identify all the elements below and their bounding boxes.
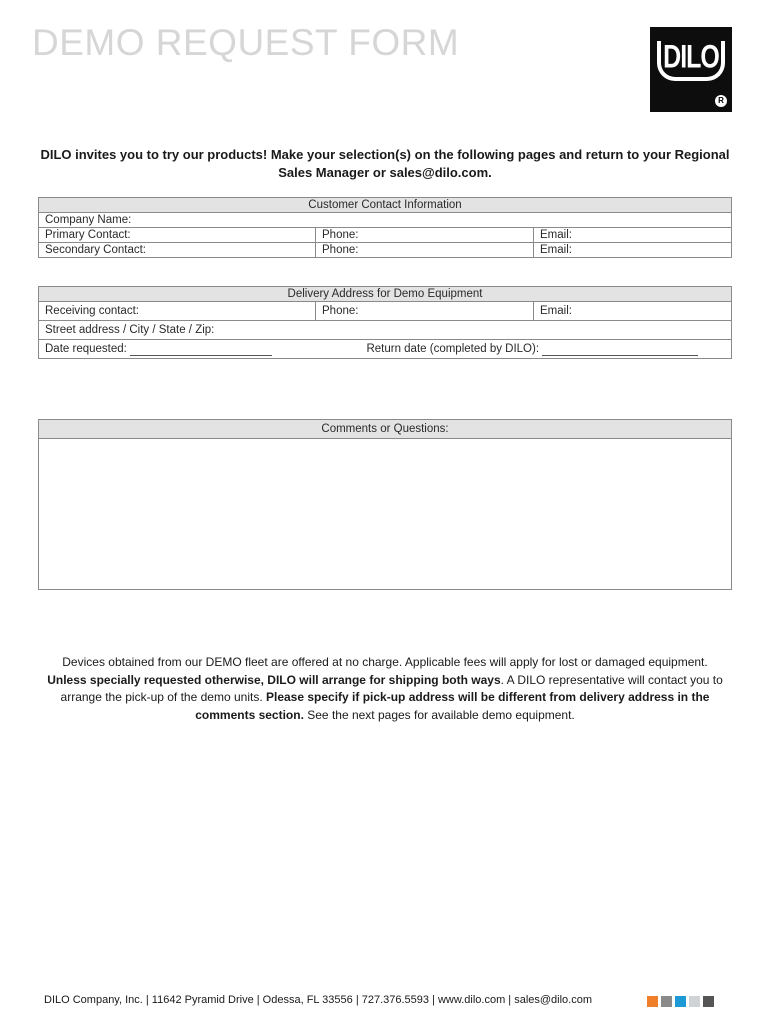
customer-contact-heading: Customer Contact Information (39, 198, 732, 213)
primary-email-field[interactable]: Email: (534, 228, 732, 243)
dates-row (39, 340, 732, 359)
delivery-address-table (38, 286, 732, 359)
receiving-contact-field[interactable]: Receiving contact: (39, 302, 316, 321)
brand-color-swatches (647, 996, 714, 1007)
secondary-phone-field[interactable]: Phone: (316, 243, 534, 258)
comments-input[interactable] (39, 439, 731, 589)
shipping-notice (44, 654, 726, 724)
receiving-phone-field[interactable]: Phone: (316, 302, 534, 321)
logo-text: DILO (663, 38, 719, 76)
notice-text-1: Devices obtained from our DEMO fleet are offered at no charge. Applicable fees will apply for lost or damaged equipment. (62, 655, 708, 669)
date-requested-input[interactable] (130, 345, 272, 356)
comments-box (38, 419, 732, 590)
secondary-contact-field[interactable]: Secondary Contact: (39, 243, 316, 258)
receiving-email-field[interactable]: Email: (534, 302, 732, 321)
page-title: DEMO REQUEST FORM (32, 22, 460, 63)
footer-contact: DILO Company, Inc. | 11642 Pyramid Drive | Odessa, FL 33556 | 727.376.5593 | www.dilo.com | sales@dilo.com (44, 994, 593, 1006)
notice-text-2: . A DILO representative will contact you to arrange the pick-up of the demo units. (60, 672, 723, 704)
customer-contact-table (38, 197, 732, 258)
swatch (689, 996, 700, 1007)
intro-text: DILO invites you to try our products! Make your selection(s) on the following pages and return to your Regional Sales Manager or sales@dilo.com. (40, 147, 730, 180)
company-name-field[interactable]: Company Name: (39, 213, 732, 228)
registered-mark-icon: R (715, 95, 727, 107)
date-requested-label: Date requested: (45, 343, 127, 355)
notice-text-3: See the next pages for available demo equipment. (303, 707, 575, 722)
return-date-input[interactable] (542, 345, 698, 356)
dilo-logo (650, 27, 732, 112)
primary-phone-field[interactable]: Phone: (316, 228, 534, 243)
return-date-label: Return date (completed by DILO): (366, 343, 540, 355)
notice-bold-2: Please specify if pick-up address will be different from delivery address in the comments section. (195, 690, 710, 722)
swatch (675, 996, 686, 1007)
swatch (647, 996, 658, 1007)
street-address-field[interactable]: Street address / City / State / Zip: (39, 321, 732, 340)
notice-bold-1: Unless specially requested otherwise, DILO will arrange for shipping both ways (47, 672, 501, 687)
swatch (703, 996, 714, 1007)
primary-contact-field[interactable]: Primary Contact: (39, 228, 316, 243)
swatch (661, 996, 672, 1007)
secondary-email-field[interactable]: Email: (534, 243, 732, 258)
delivery-heading: Delivery Address for Demo Equipment (39, 287, 732, 302)
comments-heading: Comments or Questions: (39, 420, 731, 439)
logo-wordmark (657, 38, 725, 81)
